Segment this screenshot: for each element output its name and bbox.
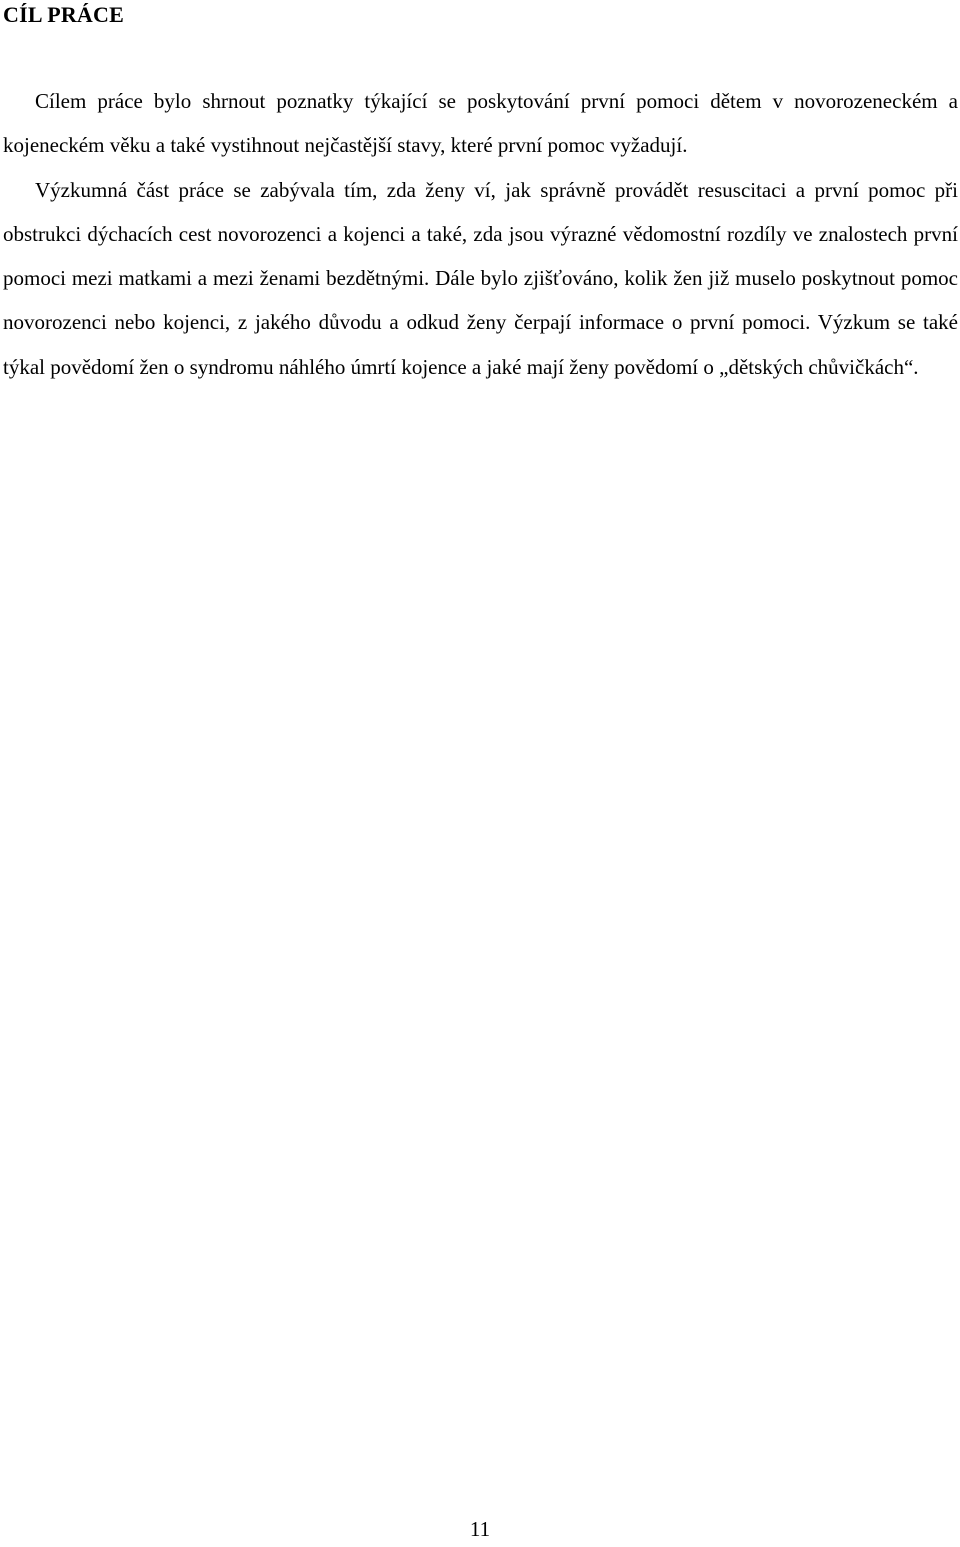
body-text <box>3 79 958 389</box>
page-title: CÍL PRÁCE <box>3 2 124 27</box>
paragraph-goal: Cílem práce bylo shrnout poznatky týkající se poskytování první pomoci dětem v novorozeneckém a kojeneckém věku a také vystihnout nejčastější stavy, které první pomoc vyžadují. <box>3 89 958 158</box>
paragraph-research: Výzkumná část práce se zabývala tím, zda ženy ví, jak správně provádět resuscitaci a první pomoc při obstrukci dýchacích cest novorozenci a kojenci a také, zda jsou výrazné vědomostní rozdíly ve znalostech první pomoci mezi matkami a mezi ženami bezdětnými. Dále bylo zjišťováno, kolik žen již muselo poskytnout pomoc novorozenci nebo kojenci, z jakého důvodu a odkud ženy čerpají informace o první pomoci. Výzkum se také týkal povědomí žen o syndromu náhlého úmrtí kojence a jaké mají ženy povědomí o „dětských chůvičkách“. <box>3 177 958 379</box>
page-number: 11 <box>469 1517 491 1541</box>
